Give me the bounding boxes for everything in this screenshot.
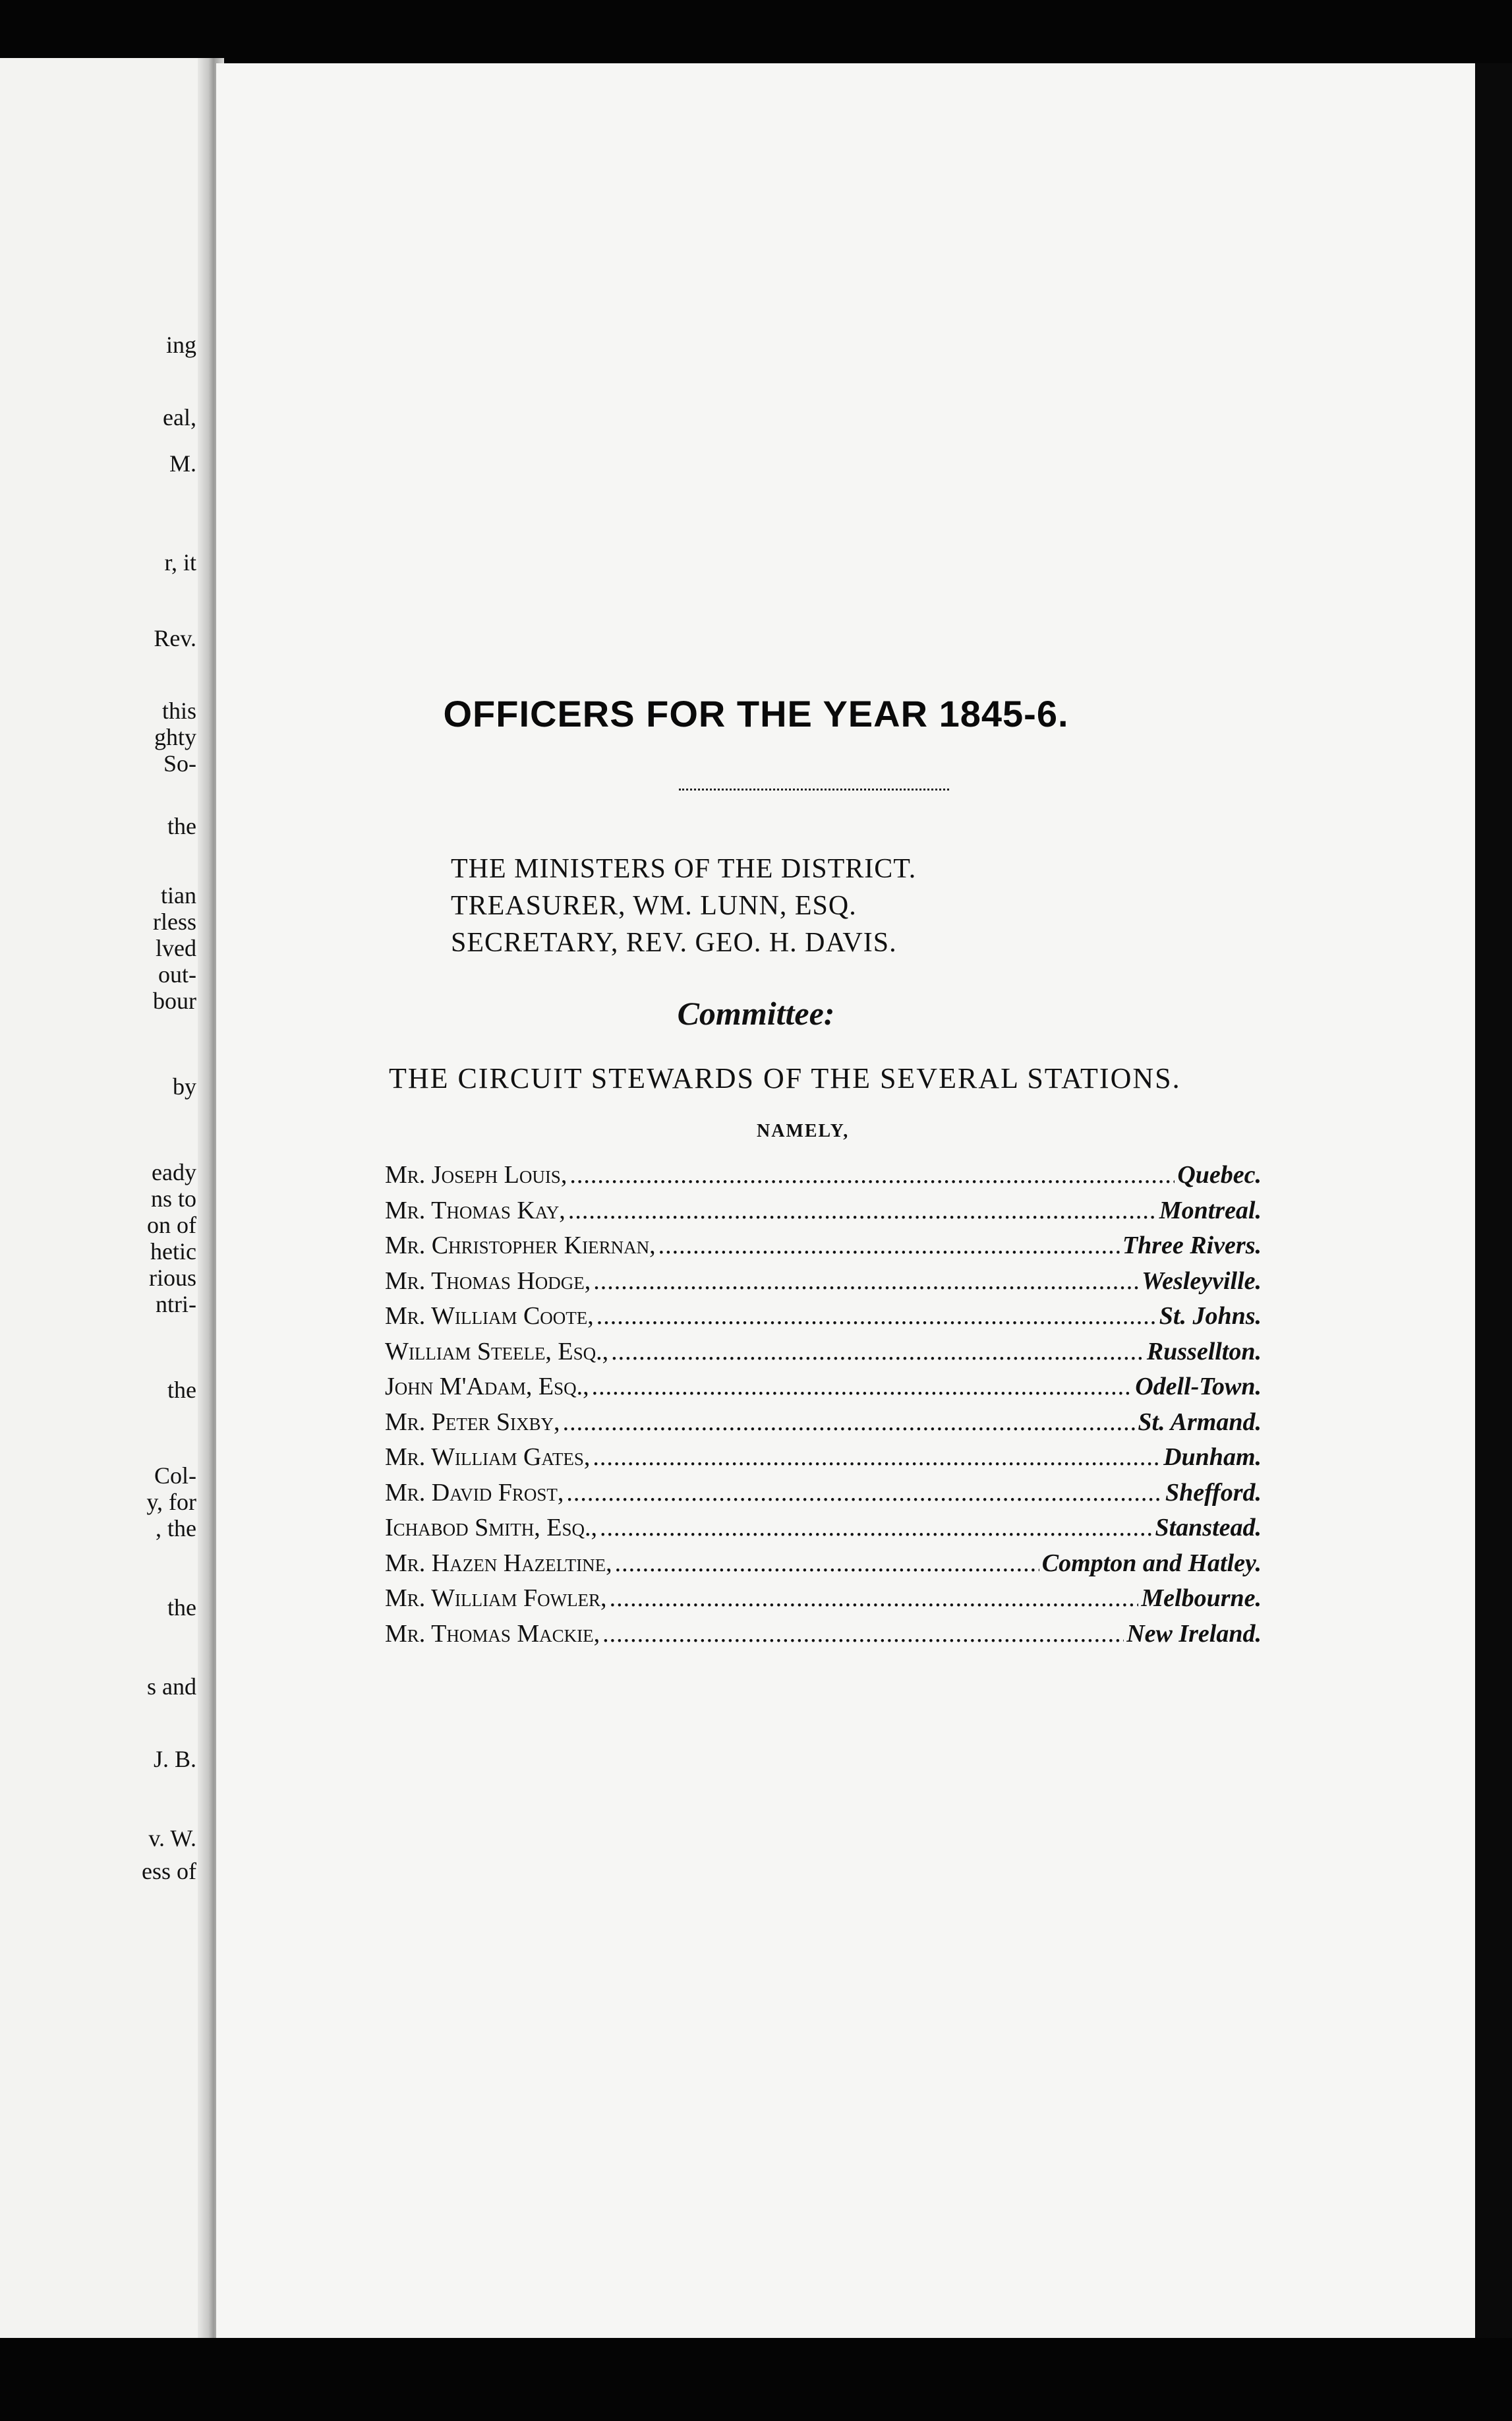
steward-row	[385, 1337, 1262, 1373]
facing-page-text-fragment: the	[167, 813, 196, 839]
facing-page-text-fragment: y, for	[146, 1489, 196, 1515]
leader-dots	[611, 1337, 1144, 1366]
facing-page-text-fragment: by	[173, 1073, 196, 1100]
steward-name: Mr. Thomas Mackie,	[385, 1619, 600, 1648]
steward-row	[385, 1301, 1262, 1337]
leader-dots	[593, 1267, 1139, 1296]
facing-page-text-fragment: on of	[147, 1212, 196, 1238]
leader-dots	[568, 1196, 1157, 1225]
steward-name: Mr. Thomas Kay,	[385, 1196, 566, 1224]
steward-station: Wesleyville.	[1142, 1267, 1262, 1295]
steward-row	[385, 1160, 1262, 1196]
facing-page-text-fragment: eady	[152, 1159, 196, 1185]
facing-page-text-fragment: hetic	[150, 1238, 196, 1265]
steward-station: Odell-Town.	[1135, 1373, 1262, 1400]
steward-row	[385, 1196, 1262, 1232]
officer-line: THE MINISTERS OF THE DISTRICT.	[451, 854, 917, 884]
officer-line: SECRETARY, REV. GEO. H. DAVIS.	[451, 928, 897, 958]
facing-page-text-fragment: the	[167, 1594, 196, 1621]
steward-station: Shefford.	[1165, 1478, 1262, 1507]
leader-dots	[602, 1619, 1124, 1648]
steward-row	[385, 1372, 1262, 1408]
officer-line: TREASURER, WM. LUNN, ESQ.	[451, 891, 857, 921]
facing-page-text-fragment: tian	[161, 882, 196, 909]
facing-page-text-fragment: out-	[158, 961, 196, 988]
leader-dots	[610, 1584, 1139, 1613]
steward-row	[385, 1584, 1262, 1619]
leader-dots	[600, 1513, 1152, 1542]
facing-page-text-fragment: eal,	[163, 404, 196, 431]
facing-page-text-fragment: lved	[156, 935, 196, 961]
facing-page-text-fragment: ghty	[154, 724, 196, 750]
steward-name: Mr. David Frost,	[385, 1478, 564, 1507]
steward-name: Mr. William Gates,	[385, 1443, 591, 1471]
steward-row	[385, 1231, 1262, 1267]
steward-name: Mr. Thomas Hodge,	[385, 1267, 591, 1295]
leader-dots	[615, 1549, 1039, 1578]
steward-name: Mr. Christopher Kiernan,	[385, 1232, 656, 1259]
steward-station: Stanstead.	[1155, 1514, 1262, 1541]
steward-station: St. Johns.	[1159, 1302, 1262, 1330]
steward-station: Dunham.	[1163, 1443, 1262, 1471]
facing-page-text-fragment: Rev.	[154, 625, 196, 651]
steward-row	[385, 1513, 1262, 1549]
facing-page-text-fragment: ess of	[142, 1858, 196, 1884]
facing-page-text-fragment: ing	[165, 332, 196, 358]
steward-name: Mr. Peter Sixby,	[385, 1408, 560, 1436]
facing-page-text-fragment: So-	[163, 750, 196, 777]
steward-row	[385, 1549, 1262, 1584]
namely-label: NAMELY,	[757, 1121, 850, 1141]
leader-dots	[658, 1231, 1120, 1260]
facing-page-text-fragment: M.	[169, 450, 196, 477]
stewards-list	[385, 1160, 1262, 1654]
facing-page-text-fragment: this	[161, 698, 196, 724]
steward-name: Mr. Hazen Hazeltine,	[385, 1549, 612, 1577]
steward-station: St. Armand.	[1138, 1408, 1262, 1436]
steward-name: Mr. William Fowler,	[385, 1584, 607, 1612]
facing-page-text-fragment: v. W.	[148, 1825, 196, 1851]
leader-dots	[563, 1408, 1136, 1437]
facing-page-text-fragment: ntri-	[156, 1291, 196, 1317]
facing-page-text-fragment: bour	[153, 988, 196, 1014]
steward-station: Compton and Hatley.	[1041, 1549, 1262, 1577]
facing-page-text-fragment: Col-	[154, 1462, 196, 1489]
leader-dots	[596, 1301, 1157, 1330]
title-divider	[679, 789, 949, 793]
steward-row	[385, 1619, 1262, 1655]
steward-name: Mr. William Coote,	[385, 1302, 594, 1330]
stewards-heading: THE CIRCUIT STEWARDS OF THE SEVERAL STATIONS.	[389, 1062, 1181, 1094]
facing-page-text-fragment: r, it	[164, 549, 196, 576]
steward-name: Mr. Joseph Louis,	[385, 1161, 567, 1189]
steward-station: Quebec.	[1177, 1161, 1262, 1189]
page-title: OFFICERS FOR THE YEAR 1845-6.	[443, 693, 1069, 734]
leader-dots	[566, 1478, 1163, 1507]
steward-name: Ichabod Smith, Esq.,	[385, 1514, 598, 1541]
leader-dots	[593, 1443, 1161, 1472]
steward-row	[385, 1443, 1262, 1478]
facing-page-text-fragment: rless	[153, 909, 196, 935]
facing-page-text-fragment: the	[167, 1377, 196, 1403]
steward-station: New Ireland.	[1126, 1619, 1262, 1648]
facing-page-text-fragment: s and	[147, 1673, 196, 1700]
steward-name: William Steele, Esq.,	[385, 1337, 609, 1365]
facing-page-text-fragment: J. B.	[153, 1746, 196, 1772]
facing-page-text-fragment: , the	[156, 1515, 196, 1541]
steward-row	[385, 1267, 1262, 1302]
steward-row	[385, 1478, 1262, 1514]
steward-station: Three Rivers.	[1122, 1232, 1262, 1259]
officers-list	[451, 851, 916, 961]
committee-heading: Committee:	[677, 995, 835, 1032]
steward-station: Melbourne.	[1141, 1584, 1262, 1612]
steward-station: Russellton.	[1146, 1337, 1262, 1365]
steward-station: Montreal.	[1159, 1196, 1262, 1224]
steward-row	[385, 1408, 1262, 1443]
facing-page-text-fragment: rious	[149, 1265, 196, 1291]
facing-page-text-fragment: ns to	[150, 1185, 196, 1212]
leader-dots	[569, 1160, 1175, 1189]
leader-dots	[592, 1372, 1133, 1401]
steward-name: John M'Adam, Esq.,	[385, 1373, 589, 1400]
